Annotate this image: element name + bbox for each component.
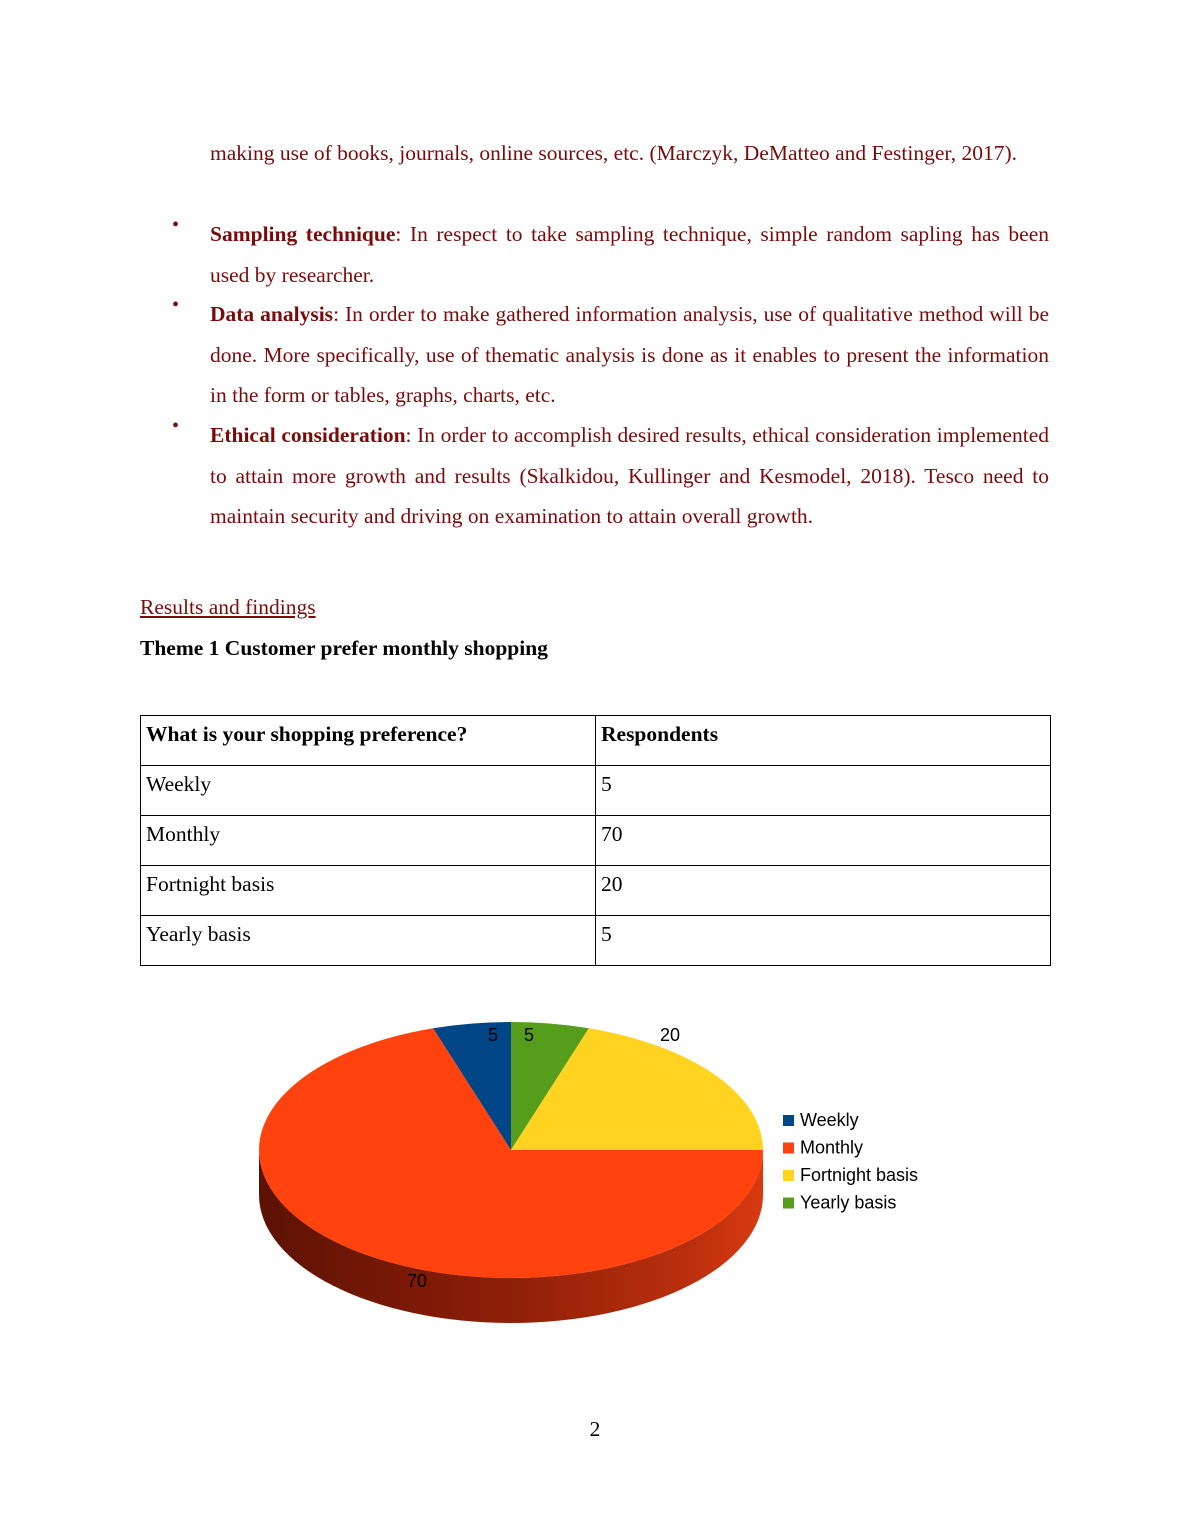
- page-number: 2: [589, 1417, 601, 1441]
- data-label-yearly-basis: 5: [523, 1025, 535, 1045]
- legend-label-weekly: Weekly: [800, 1110, 859, 1130]
- bullet-icon: •: [172, 214, 180, 236]
- bullet-text: : In order to accomplish desired results, ethical consideration implemented to attain more growth and results (Skalkidou, Kullinger and Kesmodel, 2018). Tesco need to maintain security and driving on examination to attain overall growth.: [210, 423, 1049, 528]
- bullet-text: : In order to make gathered information analysis, use of qualitative method will be done. More specifically, use of thematic analysis is done as it enables to present the information in the form or tables, graphs, charts, etc.: [210, 302, 1050, 407]
- table-cell: 5: [596, 916, 1051, 966]
- intro-continuation: making use of books, journals, online sources, etc. (Marczyk, DeMatteo and Festinger, 2017).: [210, 141, 1017, 165]
- table-cell: Weekly: [141, 766, 596, 816]
- legend-label-fortnight-basis: Fortnight basis: [800, 1165, 919, 1185]
- data-label-weekly: 5: [487, 1025, 499, 1045]
- legend-swatch: [783, 1115, 794, 1126]
- legend-label-yearly-basis: Yearly basis: [800, 1192, 897, 1213]
- table-cell: Fortnight basis: [141, 866, 596, 916]
- bullet-term: Ethical consideration: [210, 423, 406, 447]
- bullet-icon: •: [172, 294, 180, 316]
- table-cell: Yearly basis: [141, 916, 596, 966]
- legend-swatch: [783, 1170, 794, 1181]
- legend-swatch: [783, 1143, 794, 1154]
- legend-label-monthly: Monthly: [800, 1137, 864, 1158]
- data-label-fortnight-basis: 20: [659, 1025, 681, 1045]
- bullet-icon: •: [172, 415, 180, 437]
- data-label-monthly: 70: [406, 1271, 428, 1291]
- table-header-cell: Respondents: [596, 716, 1051, 766]
- bullet-term: Data analysis: [210, 302, 334, 326]
- section-heading[interactable]: Results and findings: [140, 595, 316, 619]
- table-cell: Monthly: [141, 816, 596, 866]
- bullet-term: Sampling technique: [210, 222, 396, 246]
- legend-swatch: [783, 1198, 794, 1209]
- theme-title: Theme 1 Customer prefer monthly shopping: [140, 636, 548, 660]
- table-cell: 5: [596, 766, 1051, 816]
- table-cell: 20: [596, 866, 1051, 916]
- table-cell: 70: [596, 816, 1051, 866]
- bullet-text: : In respect to take sampling technique, simple random sapling has been used by researcher.: [210, 222, 1049, 287]
- table-header-cell: What is your shopping preference?: [141, 716, 596, 766]
